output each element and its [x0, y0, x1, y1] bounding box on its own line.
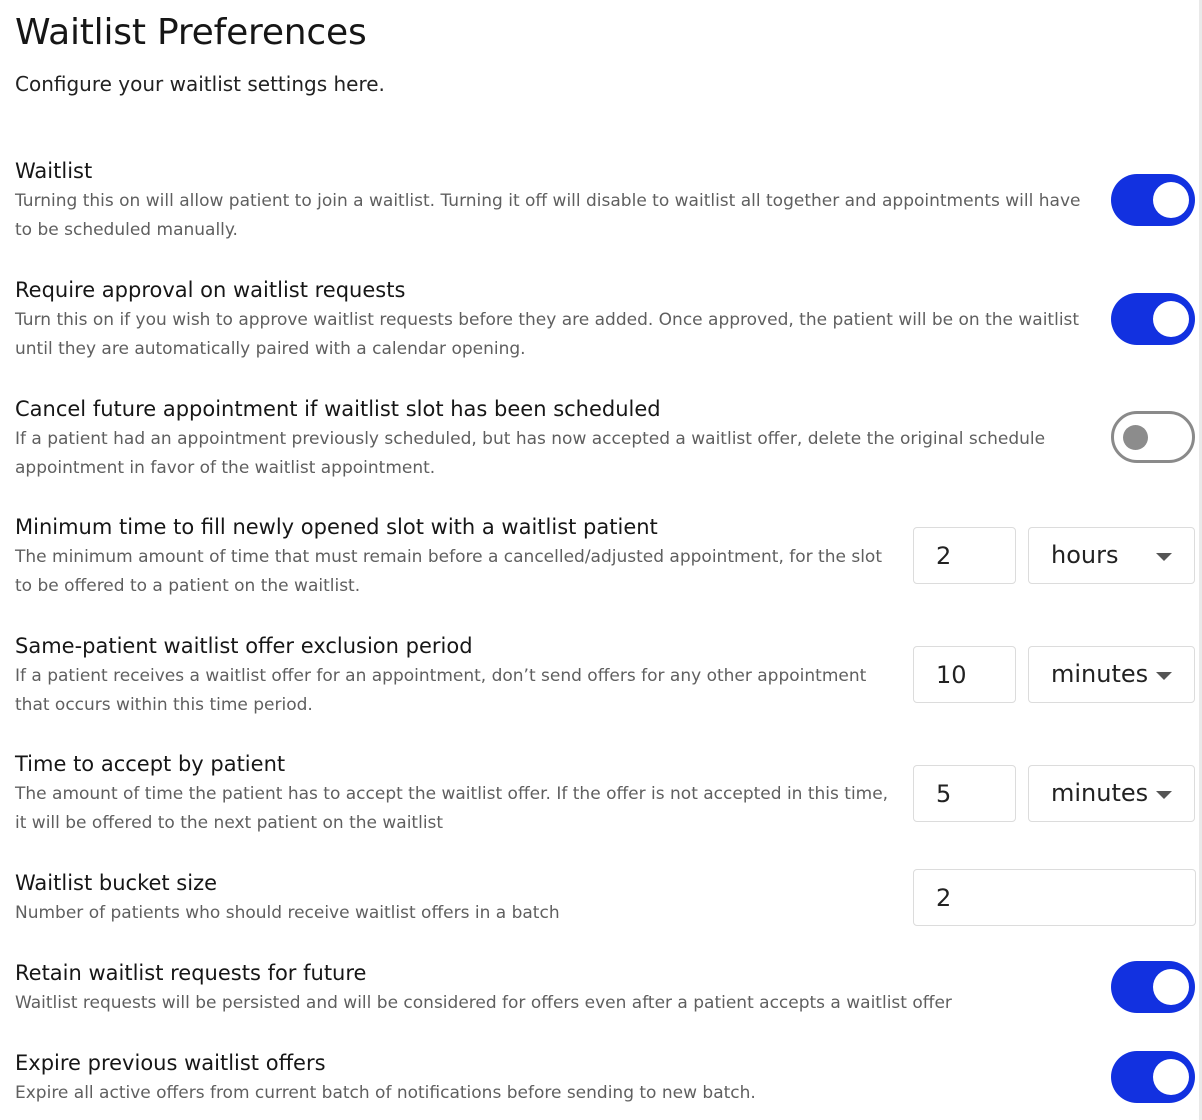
chevron-down-icon [1156, 553, 1172, 561]
select-value: minutes [1051, 660, 1149, 688]
minimum-time-input[interactable] [913, 527, 1016, 584]
setting-description: The amount of time the patient has to accept the waitlist offer. If the offer is not accepted in this time, it will be offered to the next patient on the waitlist [15, 784, 889, 833]
exclusion-period-input[interactable] [913, 646, 1016, 703]
toggle-knob [1153, 969, 1189, 1005]
setting-require-approval [15, 276, 1202, 364]
setting-label: Time to accept by patient [15, 752, 286, 776]
setting-label: Require approval on waitlist requests [15, 278, 406, 302]
setting-retain-requests [15, 959, 1202, 1018]
setting-time-to-accept [15, 750, 1202, 838]
chevron-down-icon [1156, 672, 1172, 680]
setting-cancel-future-appointment [15, 395, 1202, 483]
waitlist-toggle[interactable] [1111, 174, 1195, 226]
setting-exclusion-period [15, 632, 1202, 720]
setting-label: Retain waitlist requests for future [15, 961, 367, 985]
setting-waitlist [15, 157, 1202, 245]
cancel-future-appointment-toggle[interactable] [1111, 411, 1195, 463]
setting-label: Expire previous waitlist offers [15, 1051, 326, 1075]
retain-requests-toggle[interactable] [1111, 961, 1195, 1013]
page-subtitle: Configure your waitlist settings here. [15, 72, 385, 96]
setting-label: Same-patient waitlist offer exclusion period [15, 634, 473, 658]
setting-description: Turn this on if you wish to approve waitlist requests before they are added. Once approved, the patient will be on the waitlist until they are automatically paired with a calendar opening. [15, 310, 1080, 359]
toggle-knob [1153, 182, 1189, 218]
setting-description: Turning this on will allow patient to join a waitlist. Turning it off will disable to waitlist all together and appointments will have to be scheduled manually. [15, 191, 1081, 240]
setting-description: Expire all active offers from current batch of notifications before sending to new batch. [15, 1083, 756, 1103]
setting-description: Number of patients who should receive waitlist offers in a batch [15, 903, 560, 923]
expire-offers-toggle[interactable] [1111, 1051, 1195, 1103]
minimum-time-unit-select[interactable] [1028, 527, 1195, 584]
toggle-knob [1153, 1059, 1189, 1095]
setting-label: Minimum time to fill newly opened slot with a waitlist patient [15, 515, 658, 539]
select-value: hours [1051, 541, 1119, 569]
setting-label: Waitlist bucket size [15, 871, 218, 895]
bucket-size-input[interactable] [913, 869, 1196, 926]
page-title: Waitlist Preferences [15, 12, 367, 53]
toggle-knob [1123, 425, 1148, 450]
require-approval-toggle[interactable] [1111, 293, 1195, 345]
chevron-down-icon [1156, 791, 1172, 799]
time-to-accept-input[interactable] [913, 765, 1016, 822]
setting-description: Waitlist requests will be persisted and will be considered for offers even after a patient accepts a waitlist offer [15, 993, 952, 1013]
setting-label: Waitlist [15, 159, 93, 183]
setting-minimum-time [15, 513, 1202, 601]
setting-label: Cancel future appointment if waitlist slot has been scheduled [15, 397, 661, 421]
setting-description: If a patient had an appointment previously scheduled, but has now accepted a waitlist offer, delete the original schedule appointment in favor of the waitlist appointment. [15, 429, 1046, 478]
setting-description: If a patient receives a waitlist offer for an appointment, don’t send offers for any other appointment that occurs within this time period. [15, 666, 867, 715]
exclusion-period-unit-select[interactable] [1028, 646, 1195, 703]
select-value: minutes [1051, 779, 1149, 807]
time-to-accept-unit-select[interactable] [1028, 765, 1195, 822]
toggle-knob [1153, 301, 1189, 337]
setting-description: The minimum amount of time that must remain before a cancelled/adjusted appointment, for the slot to be offered to a patient on the waitlist. [15, 547, 882, 596]
setting-expire-offers [15, 1049, 1202, 1108]
